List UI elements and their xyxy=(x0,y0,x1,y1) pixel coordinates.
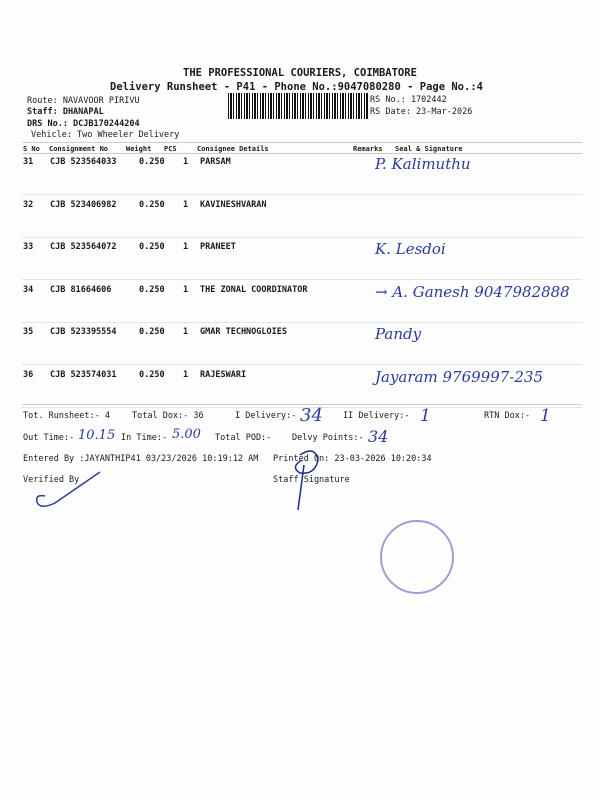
delvy-points-value: 34 xyxy=(368,427,389,446)
row-sno: 33 xyxy=(23,242,34,252)
row-consignee: KAVINESHVARAN xyxy=(200,199,267,210)
row-consignment-no: CJB 523564072 xyxy=(50,242,117,252)
row-consignment-no: CJB 523395554 xyxy=(50,327,117,337)
header-bottom-divider xyxy=(22,153,582,154)
row-signature: → A. Ganesh 9047982888 xyxy=(375,282,570,301)
col-signature: Seal & Signature xyxy=(395,145,463,153)
ii-delivery-value: 1 xyxy=(420,406,431,426)
i-delivery-value: 34 xyxy=(300,405,323,426)
in-time-label: In Time:- xyxy=(121,433,168,443)
row-pcs: 1 xyxy=(183,242,189,252)
row-weight: 0.250 xyxy=(139,369,165,380)
printed-on: Printed On: 23-03-2026 10:20:34 xyxy=(273,454,432,464)
row-consignee: PARSAM xyxy=(200,157,231,167)
verifier-signature xyxy=(25,468,105,513)
row-consignee: THE ZONAL COORDINATOR xyxy=(200,284,308,295)
row-consignment-no: CJB 523574031 xyxy=(50,369,117,380)
row-consignee: PRANEET xyxy=(200,242,236,252)
row-divider xyxy=(22,279,582,280)
row-consignment-no: CJB 523406982 xyxy=(50,199,117,210)
staff-handwritten-signature xyxy=(280,445,330,515)
out-time-label: Out Time:- xyxy=(23,433,75,443)
row-sno: 32 xyxy=(23,199,34,210)
ii-delivery-label: II Delivery:- xyxy=(343,411,410,421)
row-weight: 0.250 xyxy=(139,327,165,337)
row-sno: 35 xyxy=(23,327,34,337)
row-divider xyxy=(22,237,582,238)
rs-date: RS Date: 23-Mar-2026 xyxy=(370,107,473,117)
row-divider xyxy=(22,194,582,195)
route: Route: NAVAVOOR PIRIVU xyxy=(27,96,140,106)
col-pcs: PCS xyxy=(164,145,177,153)
row-consignment-no: CJB 523564033 xyxy=(50,157,117,167)
header-top-divider xyxy=(22,142,582,143)
row-weight: 0.250 xyxy=(139,199,165,210)
in-time-value: 5.00 xyxy=(172,427,201,442)
row-pcs: 1 xyxy=(183,369,189,380)
col-sno: S No xyxy=(23,145,40,153)
row-consignee: RAJESWARI xyxy=(200,369,247,380)
company-title: THE PROFESSIONAL COURIERS, COIMBATORE xyxy=(183,67,417,79)
entered-by: Entered By :JAYANTHIP41 03/23/2026 10:19:12 AM xyxy=(23,454,259,464)
runsheet-subtitle: Delivery Runsheet - P41 - Phone No.:9047080280 - Page No.:4 xyxy=(110,81,483,93)
row-weight: 0.250 xyxy=(139,284,165,295)
drs-no: DRS No.: DCJB170244204 xyxy=(27,119,140,129)
rtn-dox-value: 1 xyxy=(540,406,551,426)
row-divider xyxy=(22,364,582,365)
col-consignee: Consignee Details xyxy=(197,145,269,153)
row-sno: 31 xyxy=(23,157,34,167)
out-time-value: 10.15 xyxy=(78,428,116,443)
row-signature: Jayaram 9769997-235 xyxy=(375,367,543,386)
row-pcs: 1 xyxy=(183,284,189,295)
row-divider xyxy=(22,322,582,323)
rtn-dox-label: RTN Dox:- xyxy=(484,411,531,421)
row-sno: 34 xyxy=(23,284,34,295)
row-sno: 36 xyxy=(23,369,34,380)
verified-by: Verified By xyxy=(23,475,80,485)
row-pcs: 1 xyxy=(183,327,189,337)
row-signature: Pandy xyxy=(375,325,422,343)
barcode xyxy=(228,93,368,119)
col-remarks: Remarks xyxy=(353,145,383,153)
row-pcs: 1 xyxy=(183,157,189,167)
row-consignee: GMAR TECHNOGLOIES xyxy=(200,327,287,337)
row-signature: P. Kalimuthu xyxy=(375,155,471,173)
row-weight: 0.250 xyxy=(139,242,165,252)
staff-signature: Staff Signature xyxy=(273,475,350,485)
col-weight: Weight xyxy=(126,145,152,153)
row-signature: K. Lesdoi xyxy=(375,240,446,258)
delvy-points-label: Delvy Points:- xyxy=(292,433,364,443)
total-dox: Total Dox:- 36 xyxy=(132,411,204,421)
row-consignment-no: CJB 81664606 xyxy=(50,284,112,295)
tot-runsheet: Tot. Runsheet:- 4 xyxy=(23,411,110,421)
staff: Staff: DHANAPAL xyxy=(27,107,104,117)
vehicle: Vehicle: Two Wheeler Delivery xyxy=(31,130,180,140)
rs-no: RS No.: 1702442 xyxy=(370,95,447,105)
total-pod: Total POD:- xyxy=(215,433,272,443)
office-stamp xyxy=(380,520,454,594)
i-delivery-label: I Delivery:- xyxy=(235,411,297,421)
row-weight: 0.250 xyxy=(139,157,165,167)
col-consignment: Consignment No xyxy=(49,145,109,153)
row-pcs: 1 xyxy=(183,199,189,210)
